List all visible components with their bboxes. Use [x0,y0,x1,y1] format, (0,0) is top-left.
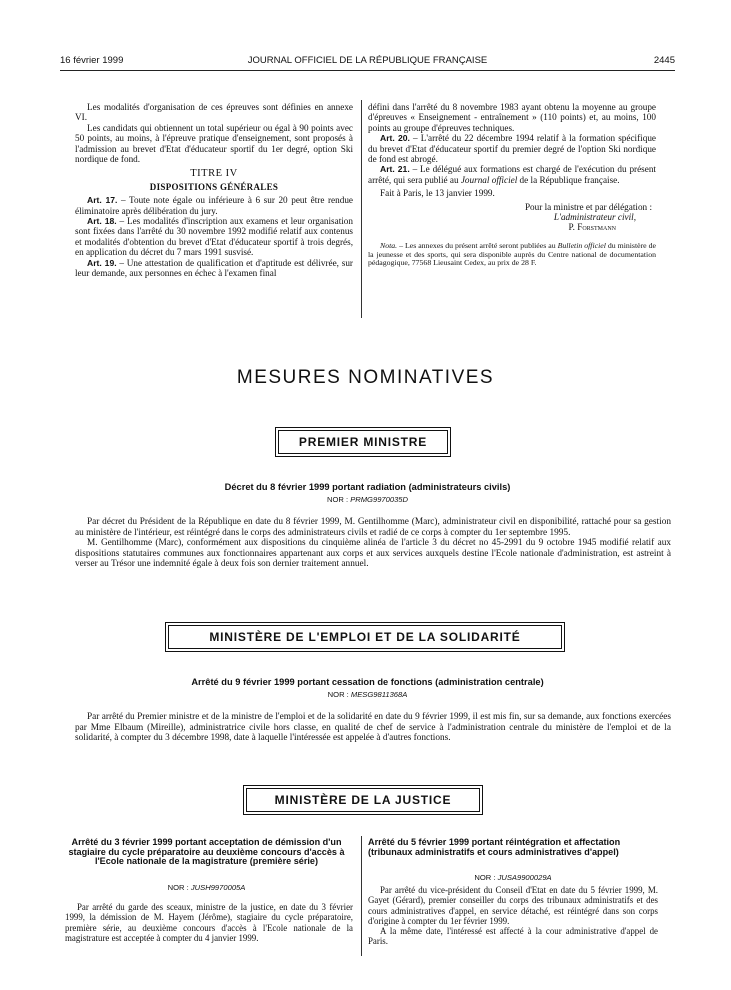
article-label: Art. 19. [87,257,117,268]
nor-label: NOR : [327,690,351,699]
act-title: Décret du 8 février 1999 portant radiation (administrateurs civils) [224,482,511,492]
section-heading-mesures-nominatives: MESURES NOMINATIVES [236,367,495,388]
nor-code: JUSH9970005A [190,883,246,892]
article-20 [368,133,656,164]
paragraph: défini dans l'arrêté du 8 novembre 1983 ayant obtenu la moyenne au groupe d'épreuves « Enseignement - entraînement » (110 points) et, au moins, 100 points au groupe d'épreuves techniques. [368,102,656,133]
act-title: Arrêté du 5 février 1999 portant réintégration et affectation (tribunaux administratifs et cours administratives d'appel) [368,837,621,857]
titre-heading: TITRE IV [190,168,238,180]
paragraph: A la même date, l'intéressé est affecté à la cour administrative d'appel de Paris. [368,926,658,947]
paragraph: Par décret du Président de la République en date du 8 février 1999, M. Gentilhomme (Marc), administrateur civil en disponibilité, rattaché pour sa gestion au ministère de l'intérieur, est réintégré dans le corps des administrateurs civils et radié de ce corps à compter du 1er septembre 1995. [75,517,671,538]
bulletin-officiel-reference: Bulletin officiel [557,240,606,250]
signer-title: L'administrateur civil, [553,212,636,223]
delegation-line: Pour la ministre et par délégation : [524,201,652,212]
nota-label: Nota. [380,240,398,250]
nor-code: MESG9811368A [350,690,408,699]
act-title: Arrêté du 3 février 1999 portant acceptation de démission d'un stagiaire du cycle préparatoire au deuxième concours d'accès à l'Ecole nationale de la magistrature (première série) [68,837,345,867]
paragraph: Par arrêté du vice-président du Conseil d'Etat en date du 5 février 1999, M. Gayet (Gérard), premier conseiller du corps des tribunaux administratifs et des cours administratives d'appel, en service détaché, est réintégré dans son corps d'origine à compter du 1er février 1999. [368,885,658,926]
paragraph: Les modalités d'organisation de ces épreuves sont définies en annexe VI. [75,102,353,123]
act-title: Arrêté du 9 février 1999 portant cessation de fonctions (administration centrale) [191,677,544,687]
nor-reference [65,883,348,892]
article-label: Art. 20. [380,133,410,144]
nota-text: – Les annexes du présent arrêté seront publiées au [397,240,558,250]
article-label: Art. 18. [87,216,117,227]
ministry-box-justice: MINISTÈRE DE LA JUSTICE [246,788,480,812]
act-body [368,885,658,947]
nota-text: du ministère de la jeunesse et des sports, qui sera disponible auprès du Centre national de documentation pédagogique, 77568 Lieusaint Cedex, au prix de 28 F. [368,240,656,268]
article-label: Art. 21. [380,164,410,175]
right-column [368,102,656,268]
nor-code: PRMG9970035D [350,495,409,504]
header-journal-title: JOURNAL OFFICIEL DE LA RÉPUBLIQUE FRANÇAISE [247,55,488,66]
nor-label: NOR : [474,873,498,882]
act-body [65,902,353,943]
paragraph: Par arrêté du garde des sceaux, ministre de la justice, en date du 3 février 1999, la démission de M. Hayem (Jérôme), stagiaire du cycle préparatoire, première série, au deuxième concours d'accès à l'Ecole nationale de la magistrature est acceptée à compter du 4 janvier 1999. [65,902,353,943]
nor-reference [60,495,675,504]
article-text: – Toute note égale ou inférieure à 6 sur 20 peut être rendue éliminatoire après délibération du jury. [75,195,353,216]
article-21 [368,164,656,185]
nor-label: NOR : [326,495,351,504]
nota-note [368,242,656,268]
header-page-number: 2445 [653,55,675,66]
article-17 [75,195,353,216]
article-text: de la République française. [517,174,620,185]
signer-name: P. Forstmann [568,222,616,233]
article-text: – Les modalités d'inscription aux examens et leur organisation sont fixées dans l'arrêté du 30 novembre 1992 modifié relatif aux contenus et modalités d'obtention du brevet d'Etat d'éducateur sportif à trois degrés, en application du décret du 7 mars 1991 susvisé. [75,216,353,258]
paragraph: Par arrêté du Premier ministre et de la ministre de l'emploi et de la solidarité en date du 9 février 1999, il est mis fin, sur sa demande, aux fonctions exercées par Mme Elbaum (Mireille), administratrice civile hors classe, en qualité de chef de service à l'administration centrale du ministère de l'emploi et de la solidarité, à compter du 3 décembre 1998, date à laquelle l'intéressée est appelée à d'autres fonctions. [75,712,671,744]
ministry-box-emploi-solidarite: MINISTÈRE DE L'EMPLOI ET DE LA SOLIDARITÉ [168,625,562,649]
article-label: Art. 17. [87,195,118,206]
nor-reference [60,690,675,699]
paragraph: M. Gentilhomme (Marc), conformément aux dispositions du cinquième alinéa de l'article 3 du décret no 45-2991 du 9 octobre 1945 modifié relatif aux dispositions statutaires communes aux fonctionnaires appartenant aux corps et aux services auxquels destine l'Ecole nationale d'administration, est astreint à verser au Trésor une indemnité égale à deux fois son dernier traitement annuel. [75,538,671,570]
fait-a-paris: Fait à Paris, le 13 janvier 1999. [380,188,495,199]
act-body [75,712,671,744]
column-divider [361,836,362,956]
article-text: – Une attestation de qualification et d'aptitude est délivrée, sur leur demande, aux personnes en échec à l'examen final [75,257,353,279]
article-19 [75,258,353,279]
paragraph: Les candidats qui obtiennent un total supérieur ou égal à 90 points avec 50 points, au moins, à l'épreuve pratique d'enseignement, sont proposés à l'admission au brevet d'Etat d'éducateur sportif du 1er degré, option Ski nordique de fond. [75,122,353,165]
journal-officiel-reference: Journal officiel [460,174,518,185]
header-rule [60,70,675,71]
nor-code: JUSA9900029A [497,873,552,882]
left-column [75,102,353,279]
nor-label: NOR : [167,883,191,892]
header-date: 16 février 1999 [60,55,124,66]
dispositions-heading: DISPOSITIONS GÉNÉRALES [149,181,279,192]
article-18 [75,216,353,258]
nor-reference [368,873,658,882]
ministry-box-premier-ministre: PREMIER MINISTRE [278,430,448,454]
article-text: – L'arrêté du 22 décembre 1994 relatif à la formation spécifique du brevet d'Etat d'éducateur sportif du premier degré de l'option Ski nordique de fond est abrogé. [368,133,656,165]
running-header [60,55,675,69]
column-divider [361,100,362,318]
article-text: – Le délégué aux formations est chargé de l'exécution du présent arrêté, qui sera publié au [368,164,656,185]
act-body [75,517,671,570]
